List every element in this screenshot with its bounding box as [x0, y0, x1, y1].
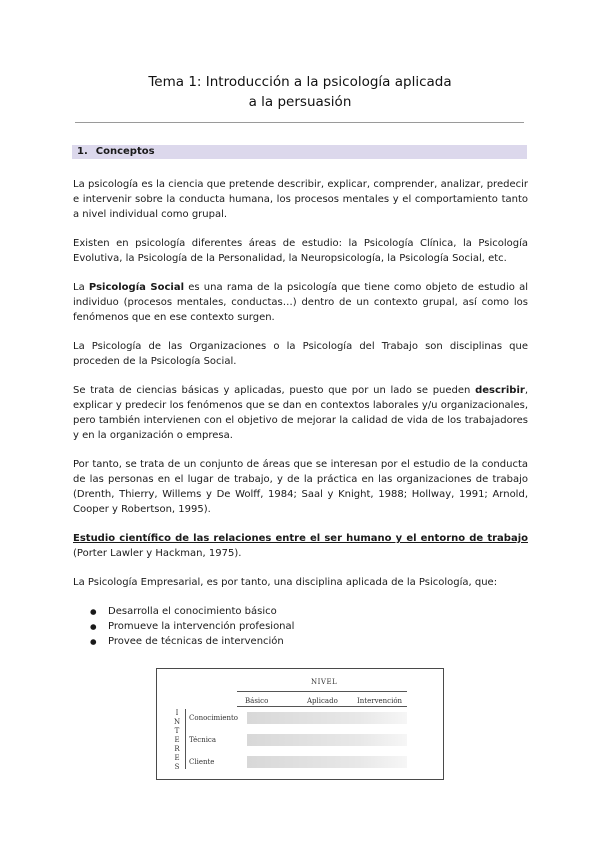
- bullet-list: [90, 604, 510, 649]
- title-line-2: a la persuasión: [248, 94, 352, 110]
- figure-row-conocimiento: Conocimiento: [189, 714, 239, 722]
- title-line-1: Tema 1: Introducción a la psicología aplicada: [148, 74, 452, 90]
- p7-citation: (Porter Lawler y Hackman, 1975).: [73, 548, 242, 559]
- p5-text-end: , explicar y predecir los fenómenos que se dan en contextos laborales y/u organizacionales, pero también intervienen con el objetivo de mejorar la calidad de vida de los trabajadores y en la organización o empresa.: [73, 385, 528, 441]
- paragraph-references: Por tanto, se trata de un conjunto de áreas que se interesan por el estudio de la conducta de las personas en el lugar de trabajo, y de la práctica en las organizaciones de trabajo (Drenth, Thierry, Willems y De Wolff, 1984; Saal y Knight, 1988; Hollway, 1991; Arnold, Cooper y Robertson, 1995).: [73, 459, 528, 515]
- nivel-interes-figure: [156, 668, 444, 780]
- paragraph-business-psychology: La Psicología Empresarial, es por tanto, una disciplina aplicada de la Psicología, que:: [73, 577, 498, 588]
- figure-vertical-rule: [185, 709, 186, 769]
- p7-underlined-heading: Estudio científico de las relaciones entre el ser humano y el entorno de trabajo: [73, 533, 528, 544]
- figure-row-cliente: Cliente: [189, 758, 215, 766]
- document-title: [0, 72, 600, 112]
- paragraph-sciences: [73, 383, 528, 443]
- p5-bold-term: describir: [475, 385, 525, 396]
- figure-column-aplicado: Aplicado: [307, 697, 338, 705]
- figure-column-rule: [237, 706, 407, 707]
- p3-bold-term: Psicología Social: [88, 282, 185, 293]
- interes-letter: R: [174, 745, 180, 753]
- paragraph-social-psychology: [73, 280, 528, 325]
- paragraph-definition: La psicología es la ciencia que pretende describir, explicar, comprender, analizar, predecir e intervenir sobre la conducta humana, los procesos mentales y el comportamiento tanto a nivel individual como grupal.: [73, 179, 528, 220]
- interes-letter: I: [175, 709, 179, 717]
- interes-letter: S: [174, 763, 180, 771]
- interes-letter: T: [174, 727, 180, 735]
- paragraph-organizations: La Psicología de las Organizaciones o la Psicología del Trabajo son disciplinas que proceden de la Psicología Social.: [73, 341, 528, 367]
- section-header: [72, 145, 527, 159]
- figure-vertical-label-interes: [173, 709, 181, 772]
- list-item: ● Desarrolla el conocimiento básico: [90, 604, 510, 619]
- p5-text-start: Se trata de ciencias básicas y aplicadas, puesto que por un lado se pueden: [73, 385, 476, 396]
- title-divider: [75, 122, 524, 123]
- figure-row-shading: [247, 756, 407, 768]
- figure-header-rule: [237, 691, 407, 692]
- figure-row-shading: [247, 712, 407, 724]
- list-item: ● Provee de técnicas de intervención: [90, 634, 510, 649]
- section-number: 1.: [77, 146, 88, 157]
- figure-row-shading: [247, 734, 407, 746]
- paragraph-areas: Existen en psicología diferentes áreas de estudio: la Psicología Clínica, la Psicología Evolutiva, la Psicología de la Personalidad, la Neuropsicología, la Psicología Social, etc.: [73, 238, 528, 264]
- interes-letter: E: [174, 754, 180, 762]
- figure-header-nivel: NIVEL: [311, 678, 338, 686]
- figure-row-tecnica: Técnica: [189, 736, 217, 744]
- p3-text-start: La: [73, 282, 89, 293]
- interes-letter: E: [174, 736, 180, 744]
- figure-column-intervencion: Intervención: [357, 697, 403, 705]
- section-label: Conceptos: [95, 146, 155, 157]
- interes-letter: N: [173, 718, 181, 726]
- figure-column-basico: Básico: [245, 697, 269, 705]
- p3-text-end: es una rama de la psicología que tiene como objeto de estudio al individuo (procesos mentales, conductas…) dentro de un contexto grupal, así como los fenómenos que en ese contexto surgen.: [73, 282, 528, 323]
- list-item: ● Promueve la intervención profesional: [90, 619, 510, 634]
- paragraph-scientific-study: [73, 531, 528, 561]
